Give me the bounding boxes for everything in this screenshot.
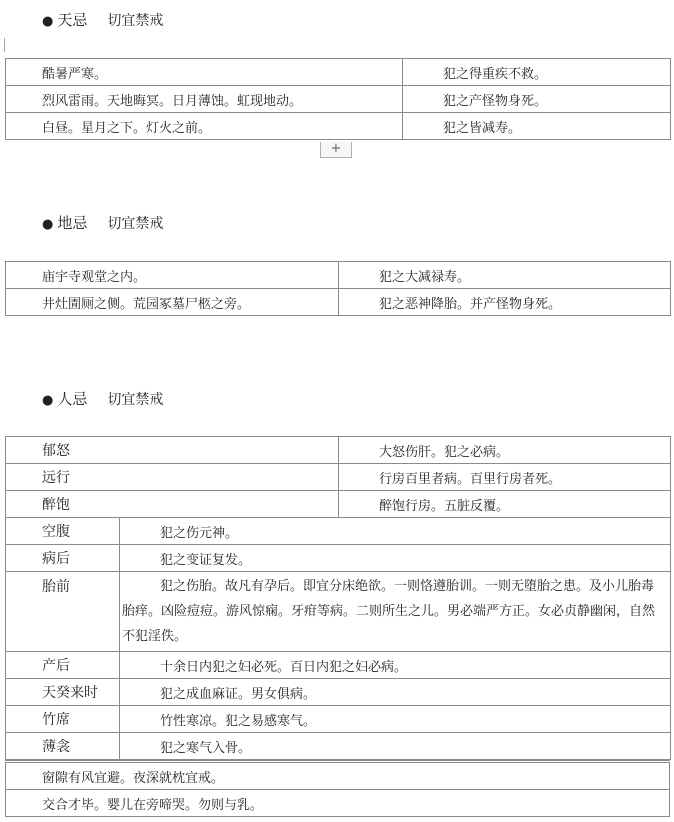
- table-cell: 烈风雷雨。天地晦冥。日月薄蚀。虹现地动。: [6, 86, 403, 113]
- table-cell: 井灶圊厕之侧。荒园冢墓尸柩之旁。: [6, 289, 339, 316]
- table-row: [6, 652, 671, 679]
- table-row: [6, 86, 671, 113]
- table-row: [6, 790, 670, 817]
- add-row-button[interactable]: +: [320, 142, 352, 158]
- table-row: [6, 679, 671, 706]
- heading-subtitle: 切宜禁戒: [107, 392, 164, 408]
- table-row: [6, 289, 671, 316]
- table-ren-top: [5, 436, 671, 518]
- table-row: [6, 545, 671, 572]
- table-cell: 空腹: [6, 518, 120, 545]
- bullet-icon: ●: [42, 14, 54, 29]
- table-cell: 醉饱行房。五脏反覆。: [339, 491, 671, 518]
- heading-subtitle: 切宜禁戒: [107, 13, 164, 29]
- heading-title: 天忌: [57, 11, 88, 29]
- table-edge-marker: [4, 38, 5, 52]
- table-cell: 产后: [6, 652, 120, 679]
- table-row: [6, 518, 671, 545]
- table-cell: 病后: [6, 545, 120, 572]
- table-cell: 犯之伤胎。故凡有孕后。即宜分床绝欲。一则恪遵胎训。一则无堕胎之患。及小儿胎毒胎痒。凶险痘痘。游风惊痫。牙疳等病。二则所生之儿。男必端严方正。女必贞静幽闲，自然不犯淫佚。: [120, 572, 671, 652]
- table-di: [5, 261, 671, 316]
- table-cell: 竹性寒凉。犯之易感寒气。: [120, 706, 671, 733]
- table-row: [6, 59, 671, 86]
- table-ren-detail: [5, 517, 671, 760]
- table-cell: 薄衾: [6, 733, 120, 760]
- table-cell: 犯之寒气入骨。: [120, 733, 671, 760]
- table-row: [6, 464, 671, 491]
- heading-ren: [42, 389, 163, 411]
- heading-title: 地忌: [57, 214, 88, 232]
- table-row: [6, 437, 671, 464]
- table-row: [6, 733, 671, 760]
- table-cell: 交合才毕。婴儿在旁啼哭。勿则与乳。: [6, 790, 670, 817]
- table-cell: 胎前: [6, 572, 120, 652]
- table-cell: 郁怒: [6, 437, 339, 464]
- table-row: [6, 491, 671, 518]
- table-cell: 醉饱: [6, 491, 339, 518]
- table-cell: 酷暑严寒。: [6, 59, 403, 86]
- table-row: [6, 762, 670, 790]
- table-row: [6, 262, 671, 289]
- table-row: [6, 572, 671, 652]
- table-cell: 白昼。星月之下。灯火之前。: [6, 113, 403, 140]
- table-cell: 大怒伤肝。犯之必病。: [339, 437, 671, 464]
- heading-title: 人忌: [57, 390, 88, 408]
- table-cell: 犯之伤元神。: [120, 518, 671, 545]
- table-cell: 远行: [6, 464, 339, 491]
- table-row: [6, 113, 671, 140]
- table-cell: 犯之得重疾不救。: [403, 59, 671, 86]
- heading-di: [42, 213, 163, 235]
- table-cell: 行房百里者病。百里行房者死。: [339, 464, 671, 491]
- table-row: [6, 706, 671, 733]
- table-tian: [5, 58, 671, 140]
- table-cell: 窗隙有风宜避。夜深就枕宜戒。: [6, 762, 670, 790]
- table-ren-notes: [5, 760, 670, 817]
- table-cell: 犯之成血麻证。男女俱病。: [120, 679, 671, 706]
- bullet-icon: ●: [42, 393, 54, 408]
- heading-tian: [42, 10, 163, 32]
- table-cell: 庙宇寺观堂之内。: [6, 262, 339, 289]
- heading-subtitle: 切宜禁戒: [107, 216, 164, 232]
- table-cell: 天癸来时: [6, 679, 120, 706]
- table-cell: 竹席: [6, 706, 120, 733]
- table-cell: 犯之大减禄寿。: [339, 262, 671, 289]
- table-cell: 犯之皆减寿。: [403, 113, 671, 140]
- table-cell: 犯之恶神降胎。并产怪物身死。: [339, 289, 671, 316]
- table-cell: 十余日内犯之妇必死。百日内犯之妇必病。: [120, 652, 671, 679]
- table-cell: 犯之变证复发。: [120, 545, 671, 572]
- bullet-icon: ●: [42, 217, 54, 232]
- table-cell: 犯之产怪物身死。: [403, 86, 671, 113]
